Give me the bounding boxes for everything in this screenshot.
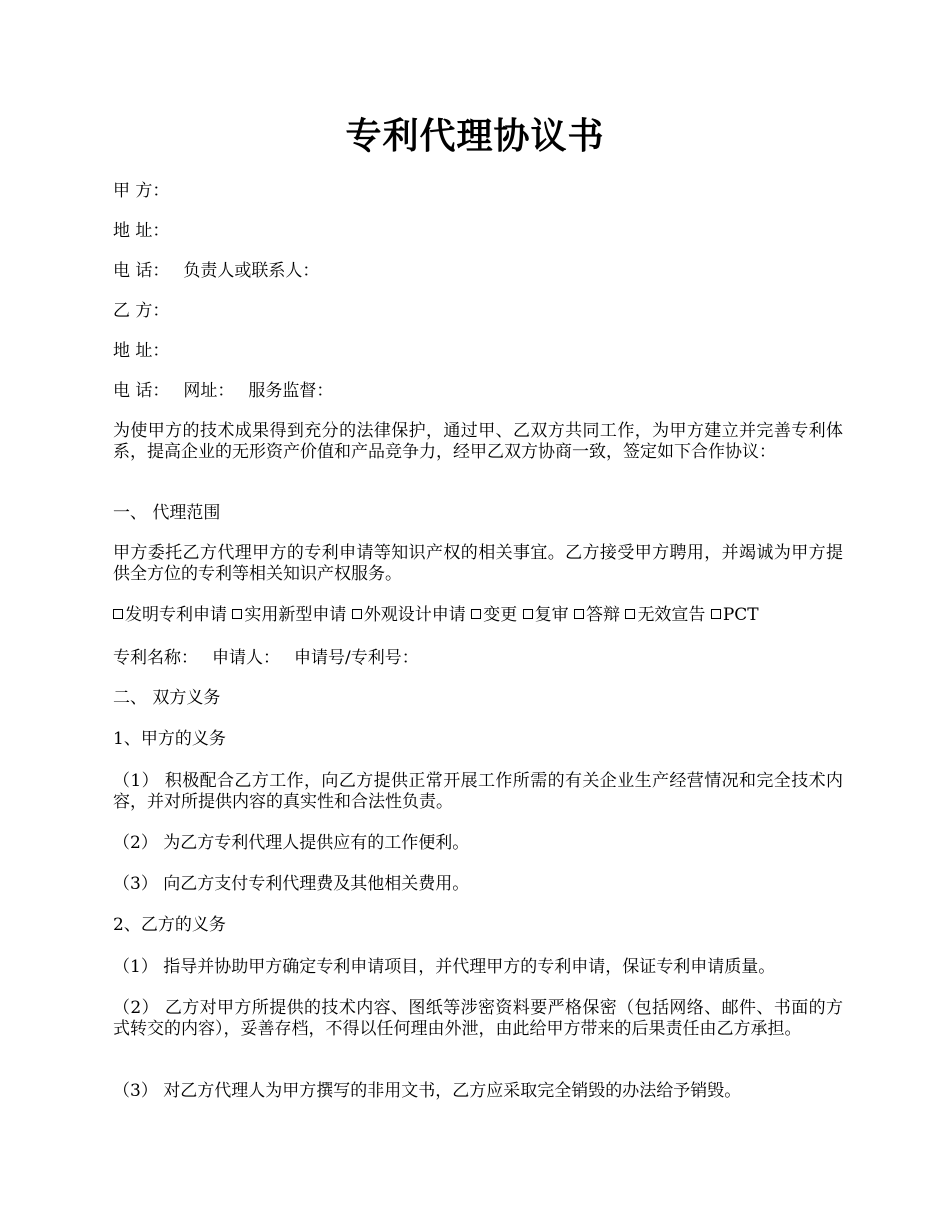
party-b-supervision-label: 服务监督： bbox=[248, 381, 334, 401]
party-a-line bbox=[113, 181, 843, 202]
checkbox-icon bbox=[574, 609, 584, 619]
checkbox-icon bbox=[352, 609, 362, 619]
checkbox-icon bbox=[625, 609, 635, 619]
party-b-website-label: 网址： bbox=[183, 381, 235, 401]
option-change[interactable]: 变更 bbox=[471, 605, 517, 625]
party-a-obligation-1: （1） 积极配合乙方工作，向乙方提供正常开展工作所需的有关企业生产经营情况和完全技术内容，并对所提供内容的真实性和合法性负责。 bbox=[113, 771, 843, 812]
party-a-obligation-2: （2） 为乙方专利代理人提供应有的工作便利。 bbox=[113, 833, 470, 853]
party-b-address-line bbox=[113, 341, 843, 362]
intro-paragraph: 为使甲方的技术成果得到充分的法律保护，通过甲、乙双方共同工作，为甲方建立并完善专利体系，提高企业的无形资产价值和产品竞争力，经甲乙双方协商一致，签定如下合作协议： bbox=[113, 421, 843, 462]
service-options bbox=[113, 605, 843, 626]
patent-fields-line bbox=[113, 648, 843, 669]
option-utility-model[interactable]: 实用新型申请 bbox=[232, 605, 346, 625]
party-a-contact-label: 负责人或联系人： bbox=[183, 261, 320, 281]
checkbox-icon bbox=[471, 609, 481, 619]
checkbox-icon bbox=[523, 609, 533, 619]
party-b-label: 乙 方： bbox=[113, 301, 170, 321]
option-design[interactable]: 外观设计申请 bbox=[352, 605, 466, 625]
option-pct[interactable]: PCT bbox=[711, 605, 759, 625]
party-b-obligations-title: 2、乙方的义务 bbox=[113, 915, 226, 935]
checkbox-icon bbox=[711, 609, 721, 619]
document-title: 专利代理协议书 bbox=[345, 115, 605, 157]
section1-body: 甲方委托乙方代理甲方的专利申请等知识产权的相关事宜。乙方接受甲方聘用，并竭诚为甲方提供全方位的专利等相关知识产权服务。 bbox=[113, 543, 843, 584]
checkbox-icon bbox=[113, 609, 123, 619]
option-invention[interactable]: 发明专利申请 bbox=[113, 605, 227, 625]
party-b-obligation-1: （1） 指导并协助甲方确定专利申请项目，并代理甲方的专利申请，保证专利申请质量。 bbox=[113, 957, 776, 977]
patent-name-label: 专利名称： bbox=[113, 648, 198, 668]
party-b-phone-line bbox=[113, 381, 843, 402]
party-b-phone-label: 电 话： bbox=[113, 381, 170, 401]
party-b-line bbox=[113, 301, 843, 322]
section1-heading: 一、 代理范围 bbox=[113, 503, 221, 523]
section2-heading: 二、 双方义务 bbox=[113, 688, 221, 708]
patent-number-label: 申请号/专利号： bbox=[294, 648, 419, 668]
applicant-label: 申请人： bbox=[212, 648, 280, 668]
option-response[interactable]: 答辩 bbox=[574, 605, 620, 625]
checkbox-icon bbox=[232, 609, 242, 619]
party-b-obligation-2: （2） 乙方对甲方所提供的技术内容、图纸等涉密资料要严格保密（包括网络、邮件、书面的方式转交的内容），妥善存档，不得以任何理由外泄，由此给甲方带来的后果责任由乙方承担。 bbox=[113, 998, 843, 1039]
party-a-address-line bbox=[113, 221, 843, 242]
option-reexamination[interactable]: 复审 bbox=[523, 605, 569, 625]
party-a-label: 甲 方： bbox=[113, 181, 170, 201]
party-a-address-label: 地 址： bbox=[113, 221, 170, 241]
party-b-obligation-3: （3） 对乙方代理人为甲方撰写的非用文书，乙方应采取完全销毁的办法给予销毁。 bbox=[113, 1081, 742, 1101]
party-a-phone-line bbox=[113, 261, 843, 282]
party-a-obligation-3: （3） 向乙方支付专利代理费及其他相关费用。 bbox=[113, 874, 470, 894]
party-a-obligations-title: 1、甲方的义务 bbox=[113, 729, 226, 749]
party-a-phone-label: 电 话： bbox=[113, 261, 170, 281]
option-invalidation[interactable]: 无效宣告 bbox=[625, 605, 705, 625]
party-b-address-label: 地 址： bbox=[113, 341, 170, 361]
